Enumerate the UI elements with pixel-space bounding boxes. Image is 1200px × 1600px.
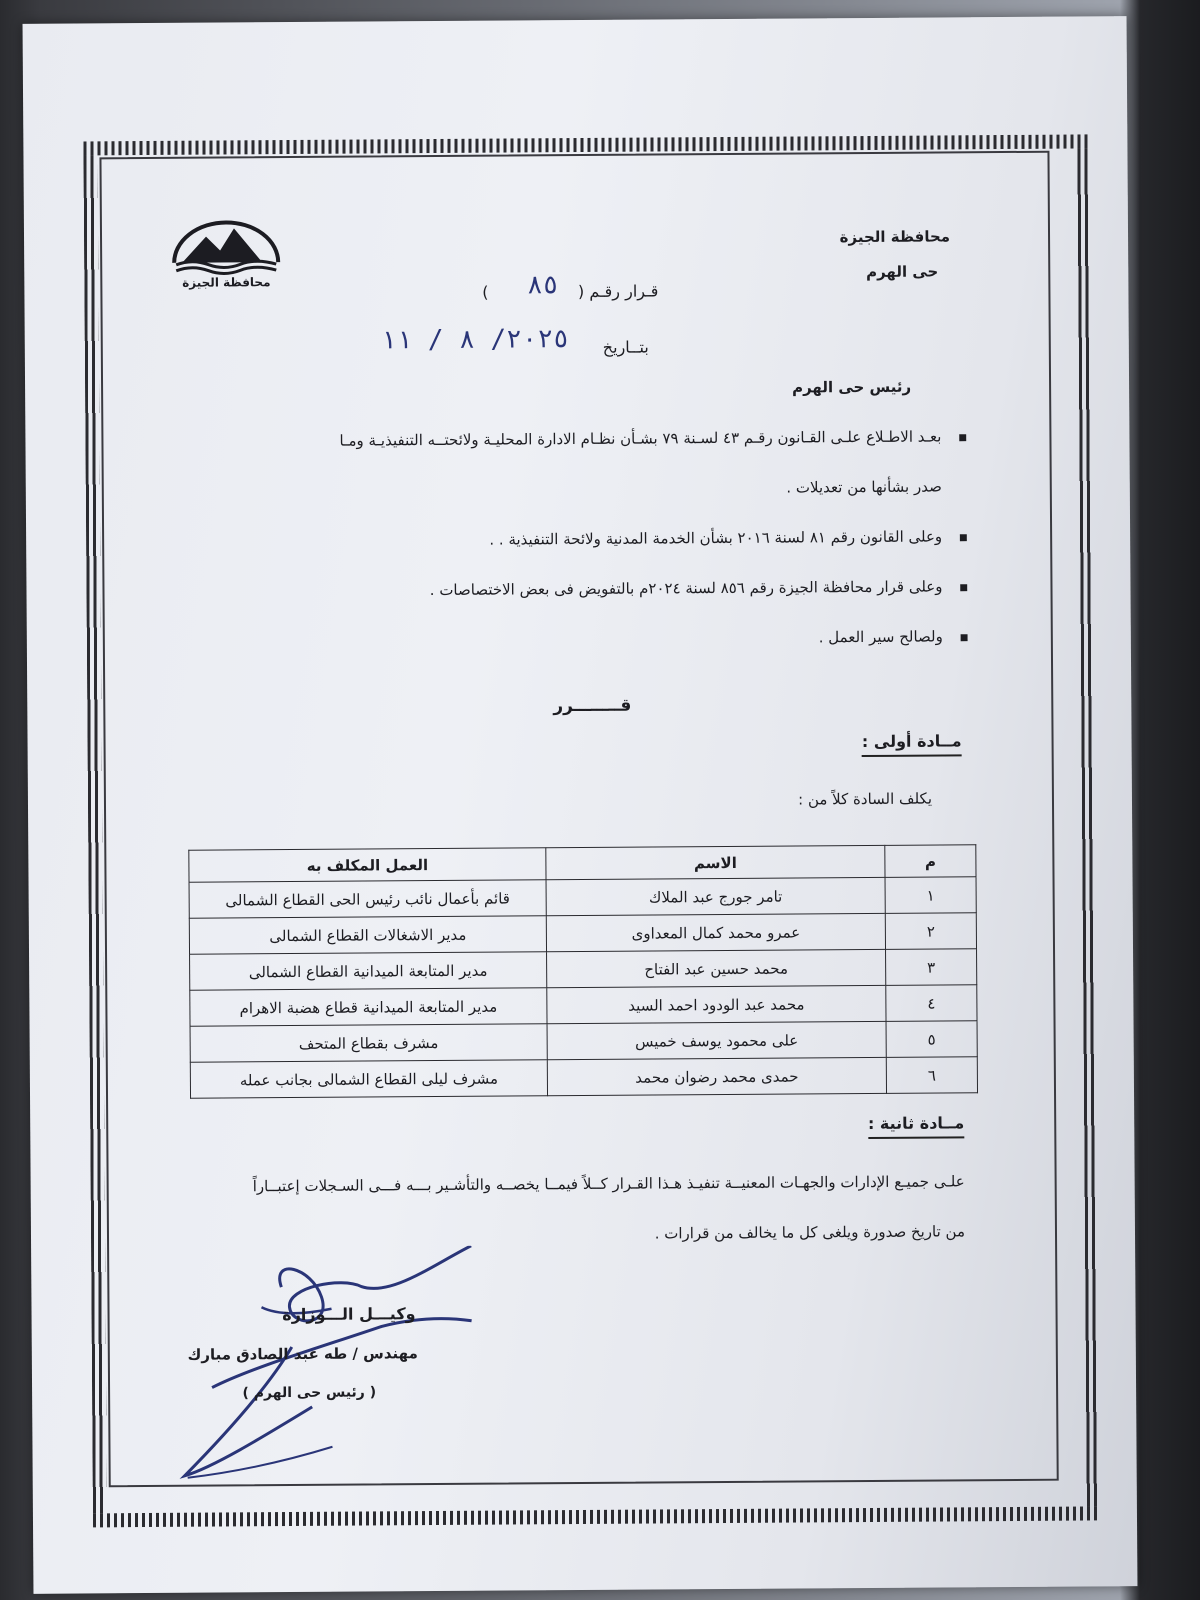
table-row [190, 985, 977, 1026]
decision-number-close: ) [482, 282, 489, 302]
article-two-line1: علـى جميـع الإدارات والجهـات المعنيــة تنفيـذ هـذا القـرار كــلاً فيمــا يخصــه والتأشـير بـــه فـــى السـجلات إعتبــاراً [252, 1172, 965, 1196]
decision-date-label: بتــاريخ [602, 337, 649, 357]
row-name: حمدى محمد رضوان محمد [547, 1057, 886, 1095]
row-task: قائم بأعمال نائب رئيس الحى القطاع الشمالى [189, 880, 546, 918]
header-task: العمل المكلف به [189, 848, 546, 882]
row-num: ١ [885, 877, 976, 914]
decision-number-value: ٨٥ [526, 270, 559, 301]
table-row [190, 949, 977, 990]
row-task: مشرف بقطاع المتحف [190, 1024, 547, 1062]
row-task: مدير المتابعة الميدانية قطاع هضبة الاهرام [190, 988, 547, 1026]
row-task: مدير المتابعة الميدانية القطاع الشمالى [190, 952, 547, 990]
governorate-name: محافظة الجيزة [839, 227, 951, 247]
district-name: حى الهرم [866, 262, 939, 281]
row-num: ٦ [886, 1057, 977, 1094]
article-two-title: مــادة ثانية : [868, 1113, 964, 1139]
row-num: ٣ [886, 949, 977, 986]
preamble-law-43-continued: صدر بشأنها من تعديلات . [786, 477, 942, 497]
signer-role: ( رئيس حى الهرم ) [242, 1384, 377, 1402]
decision-heading: قــــــــرر [553, 695, 632, 717]
decision-date-value: ٢٠٢٥/ ٨ / ١١ [380, 324, 569, 356]
decision-number-label: قـرار رقـم ( [577, 281, 659, 302]
table-row [189, 877, 976, 918]
header-name: الاسم [546, 845, 885, 879]
document-page [23, 16, 1138, 1594]
row-name: تامر جورج عبد الملاك [546, 877, 885, 915]
article-one-title: مــادة أولى : [862, 731, 962, 757]
row-task: مدير الاشغالات القطاع الشمالى [189, 916, 546, 954]
row-name: عمرو محمد كمال المعداوى [546, 913, 885, 951]
article-two-line2: من تاريخ صدورة ويلغى كل ما يخالف من قرارات . [654, 1222, 966, 1243]
preamble-work-interest: ▪ ولصالح سير العمل . [819, 627, 943, 646]
preamble-law-43: ▪ بعـد الاطـلاع علـى القـانون رقـم ٤٣ لسـنة ٧٩ بشـأن نظـام الادارة المحليـة ولائحتــه التنفيذيـة ومـا [339, 427, 941, 449]
row-name: محمد عبد الودود احمد السيد [547, 985, 886, 1023]
table-row [190, 1021, 977, 1062]
giza-governorate-logo-icon [162, 212, 291, 291]
row-name: على محمود يوسف خميس [547, 1021, 886, 1059]
article-one-intro: يكلف السادة كلاً من : [798, 789, 933, 809]
handwritten-signature-icon [171, 1246, 483, 1488]
header-num: م [885, 845, 976, 878]
row-num: ٥ [886, 1021, 977, 1058]
row-num: ٤ [886, 985, 977, 1022]
row-task: مشرف ليلى القطاع الشمالى بجانب عمله [190, 1060, 547, 1098]
assignments-table [188, 844, 978, 1098]
preamble-decree-856: ▪ وعلى قرار محافظة الجيزة رقم ٨٥٦ لسنة ٢٠٢٤م بالتفويض فى بعض الاختصاصات . [430, 577, 943, 599]
logo-text: محافظة الجيزة [182, 275, 271, 290]
signer-title: وكيـــل الـــوزارة [282, 1304, 416, 1325]
table-row [189, 913, 976, 954]
table-row [190, 1057, 977, 1098]
row-name: محمد حسين عبد الفتاح [547, 949, 886, 987]
row-num: ٢ [885, 913, 976, 950]
addressee: رئيس حى الهرم [791, 377, 912, 397]
signer-name: مهندس / طه عبد الصادق مبارك [187, 1344, 418, 1364]
preamble-law-81: ▪ وعلى القانون رقم ٨١ لسنة ٢٠١٦ بشأن الخدمة المدنية ولائحة التنفيذية . . [489, 527, 942, 548]
